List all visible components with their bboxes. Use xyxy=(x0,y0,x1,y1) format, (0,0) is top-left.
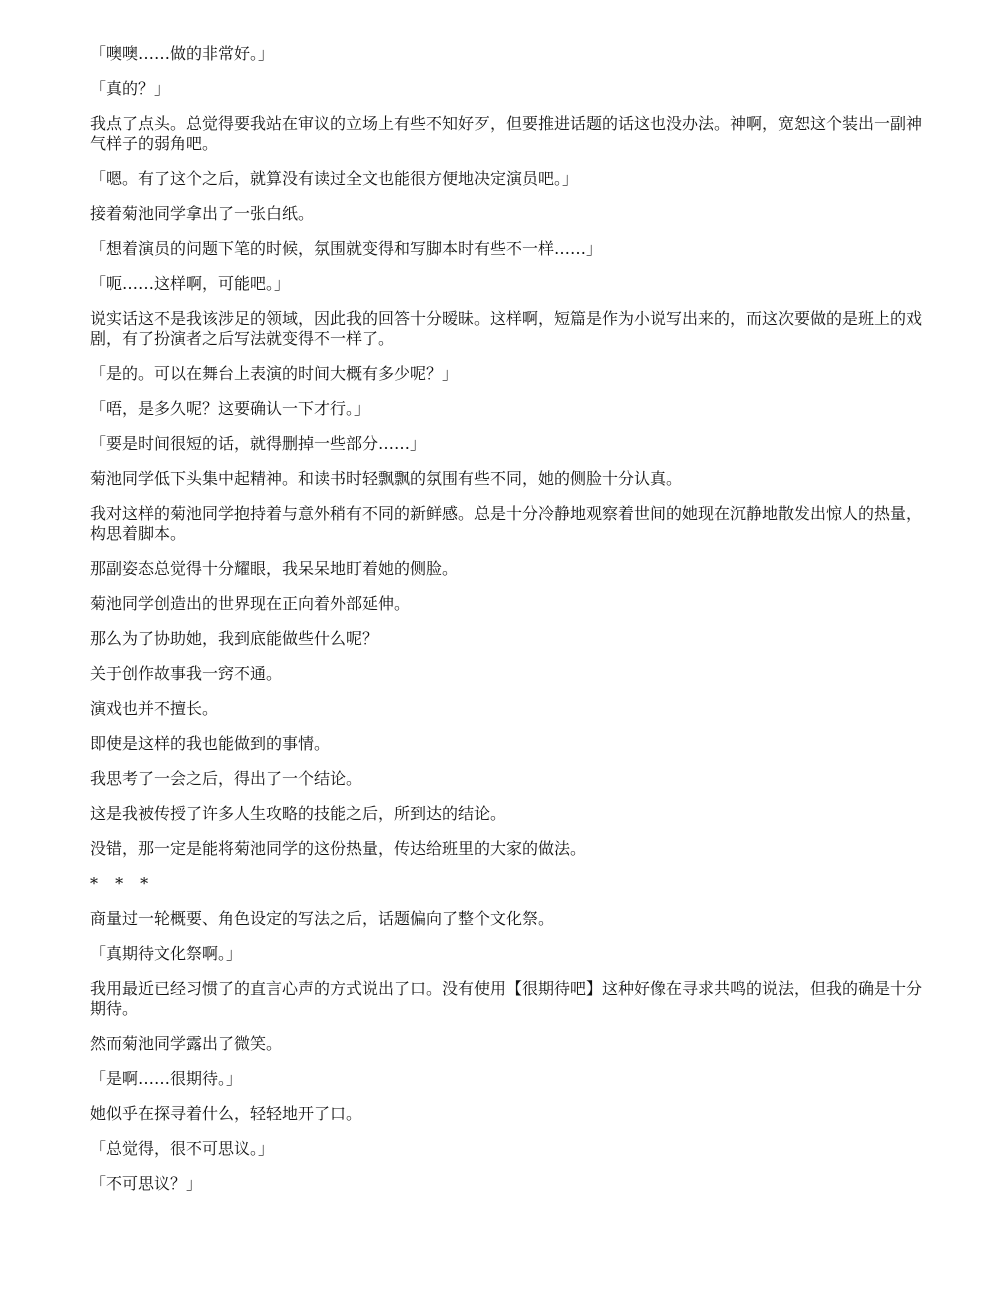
paragraph: 「要是时间很短的话，就得删掉一些部分……」 xyxy=(90,434,427,453)
paragraph: 「噢噢……做的非常好。」 xyxy=(90,44,275,63)
paragraph: 「嗯。有了这个之后，就算没有读过全文也能很方便地决定演员吧。」 xyxy=(90,169,579,188)
paragraph: 「唔，是多久呢？这要确认一下才行。」 xyxy=(90,399,371,418)
paragraph: 我点了点头。总觉得要我站在审议的立场上有些不知好歹，但要推进话题的话这也没办法。神啊，宽恕这个装出一副神气样子的弱角吧。 xyxy=(90,114,923,153)
paragraph: 「想着演员的问题下笔的时候，氛围就变得和写脚本时有些不一样……」 xyxy=(90,239,603,258)
paragraph: 菊池同学创造出的世界现在正向着外部延伸。 xyxy=(90,594,411,613)
paragraph: 没错，那一定是能将菊池同学的这份热量，传达给班里的大家的做法。 xyxy=(90,839,587,858)
paragraph: 接着菊池同学拿出了一张白纸。 xyxy=(90,204,315,223)
paragraph: 演戏也并不擅长。 xyxy=(90,699,219,718)
paragraph: 关于创作故事我一窍不通。 xyxy=(90,664,283,683)
paragraph: 那副姿态总觉得十分耀眼，我呆呆地盯着她的侧脸。 xyxy=(90,559,459,578)
scene-break: * * * xyxy=(90,874,155,893)
paragraph: 说实话这不是我该涉足的领域，因此我的回答十分暧昧。这样啊，短篇是作为小说写出来的，而这次要做的是班上的戏剧，有了扮演者之后写法就变得不一样了。 xyxy=(90,309,923,348)
paragraph: 我对这样的菊池同学抱持着与意外稍有不同的新鲜感。总是十分冷静地观察着世间的她现在沉静地散发出惊人的热量，构思着脚本。 xyxy=(90,504,923,543)
paragraph: 「呃……这样啊，可能吧。」 xyxy=(90,274,291,293)
paragraph: 「是的。可以在舞台上表演的时间大概有多少呢？」 xyxy=(90,364,459,383)
paragraph: 「不可思议？」 xyxy=(90,1174,203,1193)
paragraph: 然而菊池同学露出了微笑。 xyxy=(90,1034,283,1053)
paragraph: 那么为了协助她，我到底能做些什么呢？ xyxy=(90,629,379,648)
paragraph: 我用最近已经习惯了的直言心声的方式说出了口。没有使用【很期待吧】这种好像在寻求共鸣的说法，但我的确是十分期待。 xyxy=(90,979,923,1018)
document-page xyxy=(90,44,936,1209)
paragraph: 「真期待文化祭啊。」 xyxy=(90,944,243,963)
paragraph: 这是我被传授了许多人生攻略的技能之后，所到达的结论。 xyxy=(90,804,507,823)
paragraph: 即使是这样的我也能做到的事情。 xyxy=(90,734,331,753)
paragraph: 她似乎在探寻着什么，轻轻地开了口。 xyxy=(90,1104,363,1123)
paragraph: 「真的？」 xyxy=(90,79,171,98)
paragraph: 商量过一轮概要、角色设定的写法之后，话题偏向了整个文化祭。 xyxy=(90,909,555,928)
paragraph: 「总觉得，很不可思议。」 xyxy=(90,1139,275,1158)
paragraph: 我思考了一会之后，得出了一个结论。 xyxy=(90,769,363,788)
paragraph: 「是啊……很期待。」 xyxy=(90,1069,243,1088)
paragraph: 菊池同学低下头集中起精神。和读书时轻飘飘的氛围有些不同，她的侧脸十分认真。 xyxy=(90,469,683,488)
